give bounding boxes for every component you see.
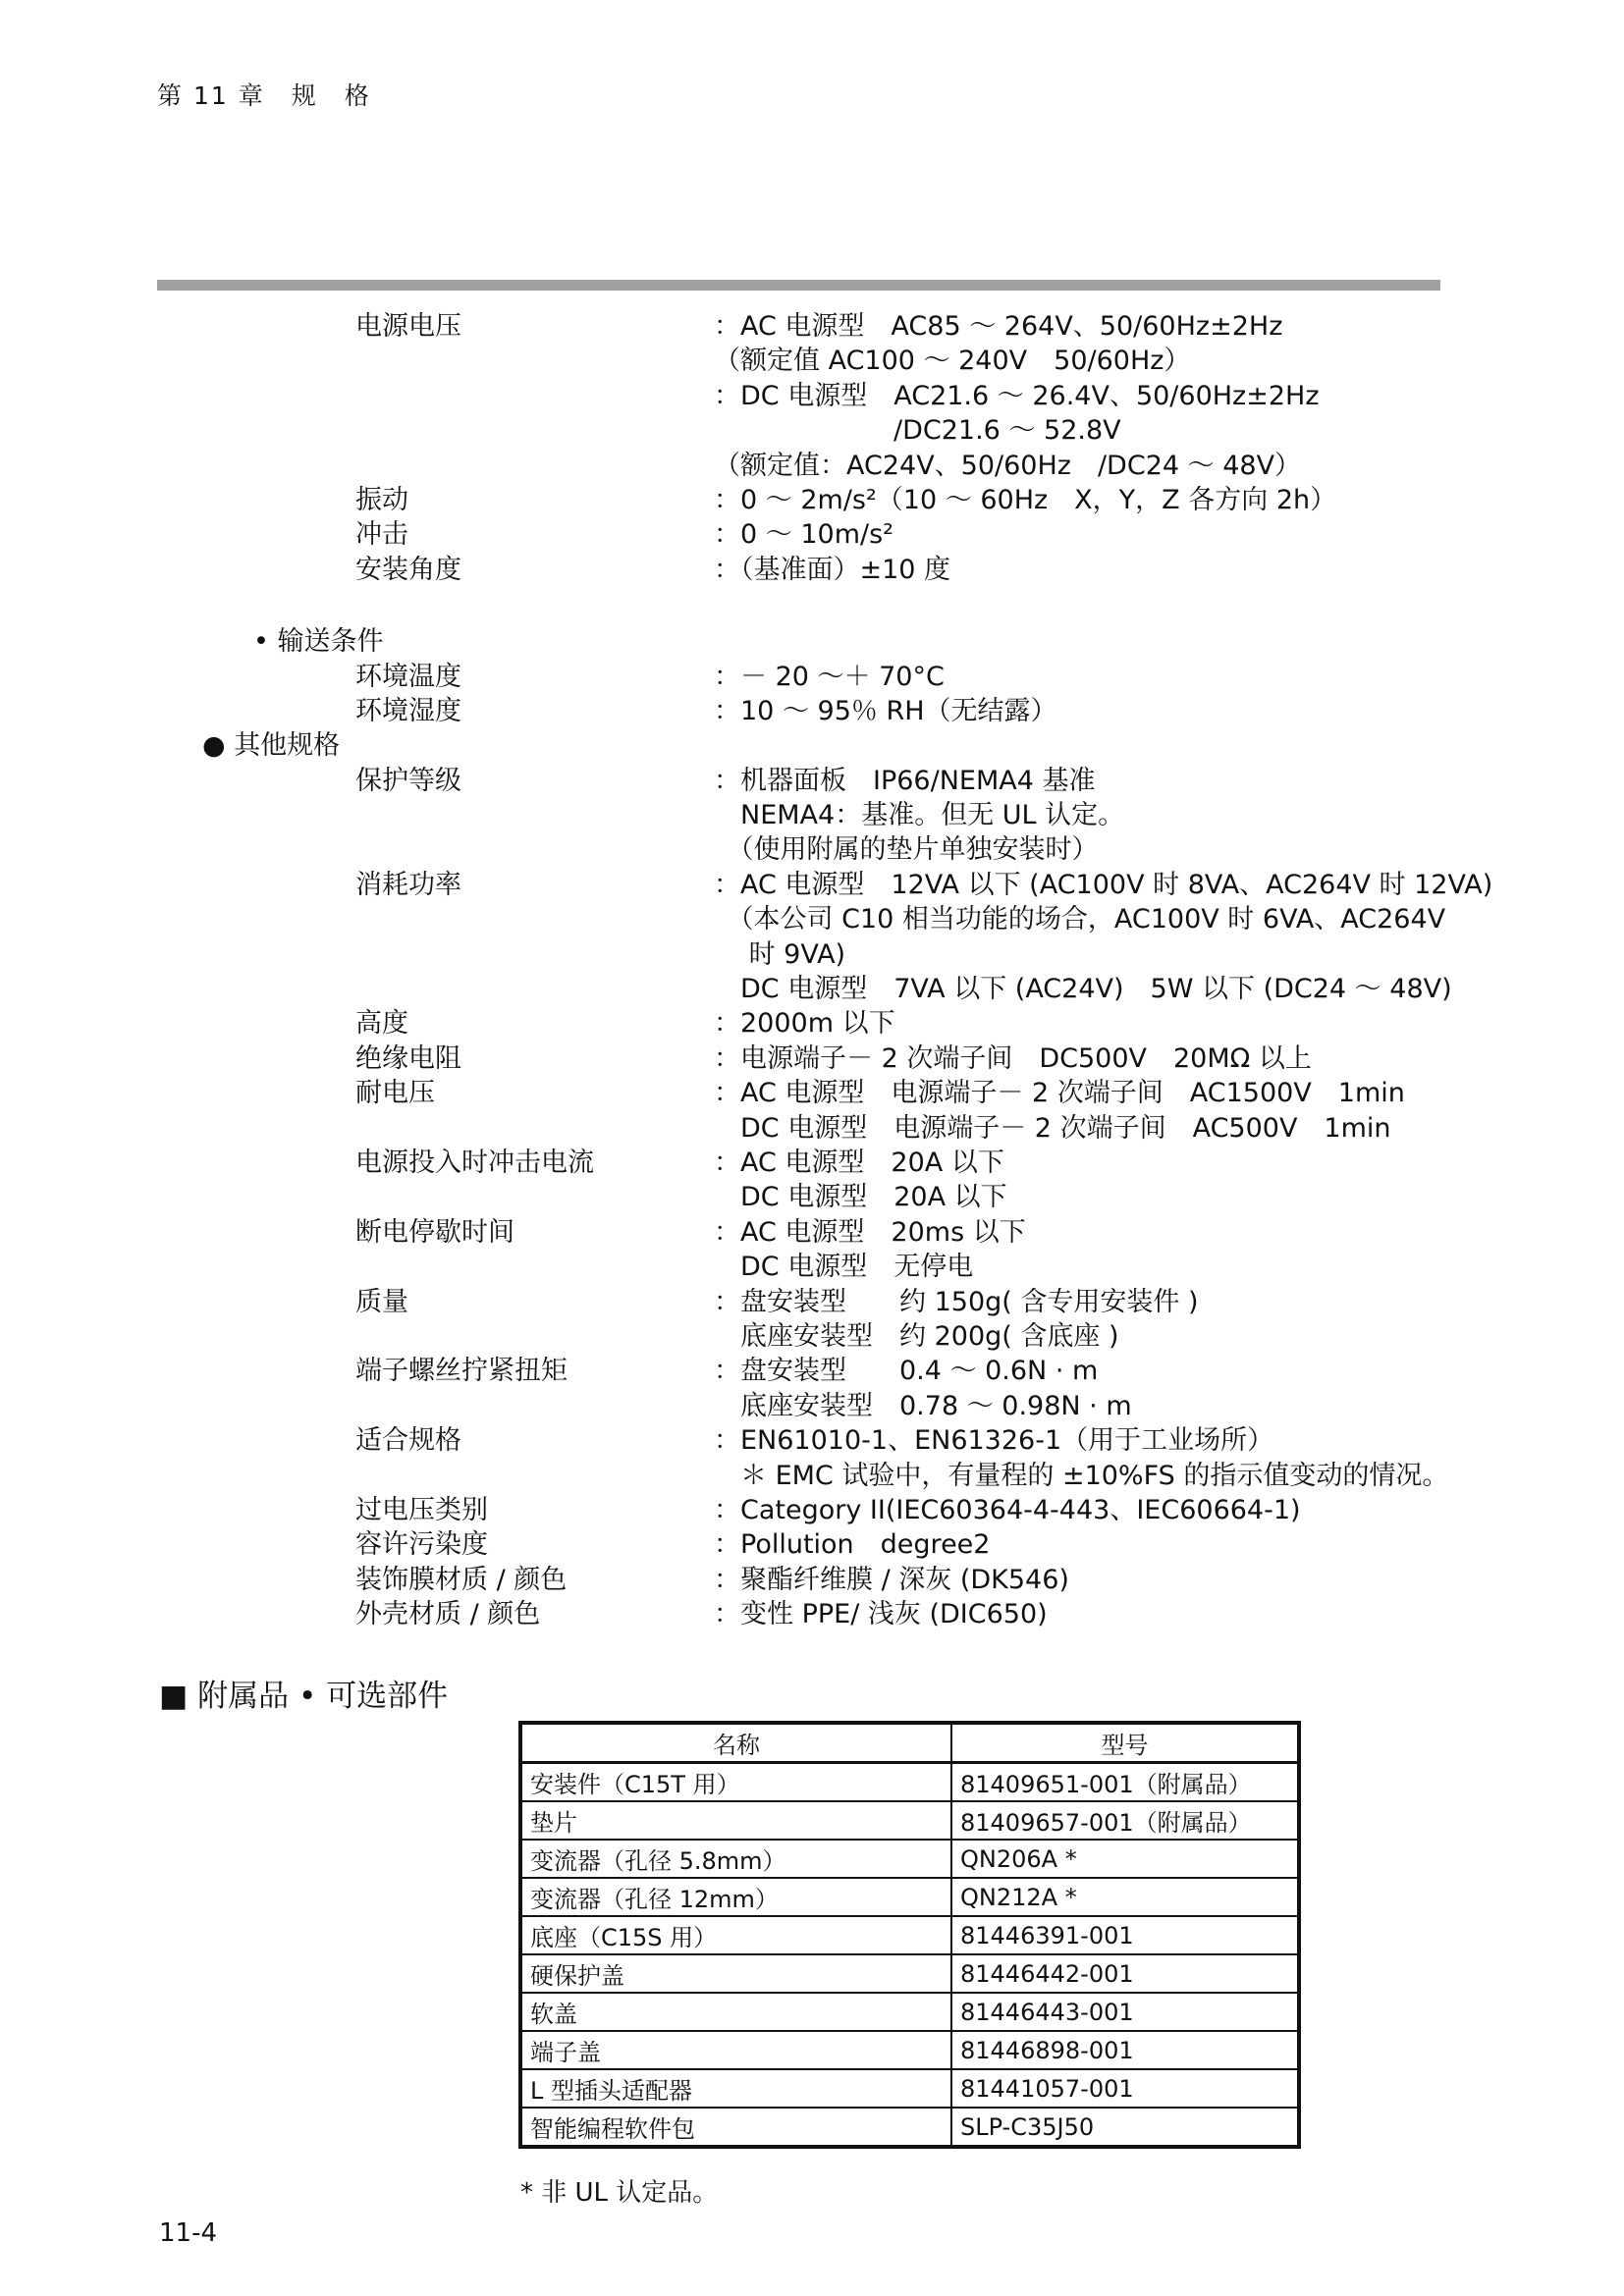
- spec-label: 振动: [355, 484, 408, 515]
- spec-value: ：电源端子－ 2 次端子间 DC500V 20MΩ 以上: [714, 1042, 1312, 1074]
- other-specs-heading: ● 其他规格: [202, 730, 341, 762]
- accessory-model: 81409651-001（附属品）: [951, 1763, 1299, 1802]
- spec-row: [0, 413, 1624, 448]
- table-row: [520, 2031, 1299, 2069]
- accessory-model: 81441057-001: [951, 2069, 1299, 2108]
- spec-value: ：2000m 以下: [714, 1008, 895, 1040]
- accessory-model: 81409657-001（附属品）: [951, 1801, 1299, 1840]
- spec-row: [0, 553, 1624, 587]
- spec-row: [0, 309, 1624, 344]
- spec-value: （额定值 AC100 ～ 240V 50/60Hz）: [714, 346, 1191, 377]
- spec-label: 适合规格: [355, 1425, 461, 1457]
- spec-row: [0, 798, 1624, 832]
- spec-value: NEMA4：基准。但无 UL 认定。: [714, 800, 1125, 831]
- spec-value: （额定值：AC24V、50/60Hz /DC24 ～ 48V）: [714, 450, 1302, 481]
- spec-label: 环境湿度: [355, 695, 461, 726]
- spec-row: [0, 1389, 1624, 1423]
- spec-row: [0, 868, 1624, 902]
- spec-value: ：Category II(IEC60364-4-443、IEC60664-1): [714, 1494, 1301, 1525]
- table-header-row: [520, 1723, 1299, 1763]
- column-header-name: 名称: [520, 1723, 951, 1763]
- spec-row: [0, 1215, 1624, 1250]
- spec-value: ：AC 电源型 20A 以下: [714, 1147, 1004, 1178]
- accessory-name: 变流器（孔径 5.8mm）: [520, 1840, 951, 1878]
- spec-value: /DC21.6 ～ 52.8V: [893, 415, 1121, 447]
- spec-label: 质量: [355, 1286, 408, 1317]
- accessory-name: 变流器（孔径 12mm）: [520, 1878, 951, 1916]
- spec-label: 冲击: [355, 519, 408, 551]
- spec-label: 高度: [355, 1008, 408, 1040]
- spec-value: ：AC 电源型 12VA 以下 (AC100V 时 8VA、AC264V 时 12VA): [714, 869, 1493, 900]
- spec-row: [0, 449, 1624, 483]
- spec-value: 时 9VA): [714, 938, 846, 970]
- transport-heading-row: [0, 624, 1624, 659]
- spec-row: [0, 379, 1624, 413]
- spec-value: ：变性 PPE/ 浅灰 (DIC650): [714, 1599, 1048, 1630]
- table-row: [520, 2108, 1299, 2147]
- spec-value: ：DC 电源型 AC21.6 ～ 26.4V、50/60Hz±2Hz: [714, 380, 1320, 411]
- spec-label: 装饰膜材质 / 颜色: [355, 1564, 568, 1595]
- table-row: [520, 1763, 1299, 1802]
- spec-label: 容许污染度: [355, 1529, 488, 1561]
- spec-value: ：Pollution degree2: [714, 1529, 991, 1561]
- spec-row: [0, 902, 1624, 936]
- spec-value: ：AC 电源型 AC85 ～ 264V、50/60Hz±2Hz: [714, 311, 1283, 342]
- table-row: [520, 1840, 1299, 1878]
- spec-row: [0, 483, 1624, 517]
- specification-list: [0, 309, 1624, 1631]
- accessory-model: 81446442-001: [951, 1954, 1299, 1993]
- spec-value: ：AC 电源型 电源端子－ 2 次端子间 AC1500V 1min: [714, 1078, 1405, 1109]
- accessory-model: QN206A *: [951, 1840, 1299, 1878]
- accessories-table: [518, 1721, 1301, 2149]
- spec-value: DC 电源型 7VA 以下 (AC24V) 5W 以下 (DC24 ～ 48V): [714, 974, 1452, 1005]
- spec-value: DC 电源型 电源端子－ 2 次端子间 AC500V 1min: [714, 1112, 1391, 1144]
- spec-label: 外壳材质 / 颜色: [355, 1599, 541, 1630]
- spec-row: [0, 1180, 1624, 1214]
- spec-label: 保护等级: [355, 765, 461, 796]
- table-row: [520, 1954, 1299, 1993]
- spec-row: [0, 344, 1624, 378]
- accessory-name: 垫片: [520, 1801, 951, 1840]
- accessory-name: 底座（C15S 用）: [520, 1916, 951, 1954]
- spec-value: ：（基准面）±10 度: [714, 554, 951, 585]
- accessory-model: SLP-C35J50: [951, 2108, 1299, 2147]
- spec-label: 电源电压: [355, 311, 461, 342]
- spec-label: 过电压类别: [355, 1494, 488, 1525]
- page-number: 11-4: [159, 2218, 218, 2248]
- spec-row: [0, 764, 1624, 798]
- spec-label: 断电停歇时间: [355, 1216, 514, 1248]
- spec-row: [0, 1041, 1624, 1076]
- accessories-heading: ■ 附属品 • 可选部件: [159, 1679, 449, 1714]
- spec-value: ：EN61010-1、EN61326-1（用于工业场所）: [714, 1425, 1274, 1457]
- spec-value: ：机器面板 IP66/NEMA4 基准: [714, 765, 1096, 796]
- spec-value: ：10 ～ 95％ RH（无结露）: [714, 695, 1057, 726]
- accessory-model: 81446898-001: [951, 2031, 1299, 2069]
- spec-row: [0, 937, 1624, 972]
- accessory-model: 81446391-001: [951, 1916, 1299, 1954]
- transport-heading: • 输送条件: [253, 626, 384, 658]
- spec-label: 安装角度: [355, 554, 461, 585]
- spec-label: 环境温度: [355, 661, 461, 692]
- accessory-name: L 型插头适配器: [520, 2069, 951, 2108]
- spec-label: 端子螺丝拧紧扭矩: [355, 1356, 568, 1387]
- spec-value: ：盘安装型 0.4 ～ 0.6N · m: [714, 1356, 1099, 1387]
- spec-row: [0, 1319, 1624, 1354]
- accessory-name: 端子盖: [520, 2031, 951, 2069]
- spec-row: [0, 517, 1624, 552]
- spec-row: [0, 1493, 1624, 1527]
- spec-value: DC 电源型 20A 以下: [714, 1182, 1007, 1213]
- accessory-name: 智能编程软件包: [520, 2108, 951, 2147]
- spec-label: 电源投入时冲击电流: [355, 1147, 594, 1178]
- accessory-name: 软盖: [520, 1993, 951, 2031]
- accessory-name: 硬保护盖: [520, 1954, 951, 1993]
- spec-value: ：聚酯纤维膜 / 深灰 (DK546): [714, 1564, 1069, 1595]
- spec-value: ：－ 20 ～＋ 70°C: [714, 661, 945, 692]
- chapter-header: 第 11 章 规 格: [157, 81, 371, 110]
- spec-row: [0, 1111, 1624, 1146]
- spec-value: DC 电源型 无停电: [714, 1252, 974, 1283]
- spec-label: 绝缘电阻: [355, 1042, 461, 1074]
- accessory-model: QN212A *: [951, 1878, 1299, 1916]
- spec-row: [0, 1563, 1624, 1597]
- spec-value: ：0 ～ 2m/s²（10 ～ 60Hz X，Y，Z 各方向 2h）: [714, 484, 1337, 515]
- spec-value: ：AC 电源型 20ms 以下: [714, 1216, 1026, 1248]
- spec-value: ：0 ～ 10m/s²: [714, 519, 893, 551]
- spec-row: [0, 694, 1624, 728]
- spec-row: [0, 1146, 1624, 1180]
- spec-row: [0, 1597, 1624, 1631]
- spec-row: [0, 1354, 1624, 1388]
- spec-row: [0, 660, 1624, 694]
- spec-row: [0, 1250, 1624, 1284]
- spec-row: [0, 972, 1624, 1006]
- spec-row: [0, 1423, 1624, 1458]
- spec-value: （使用附属的垫片单独安装时）: [714, 834, 1099, 866]
- spec-row: [0, 1285, 1624, 1319]
- spec-value: （本公司 C10 相当功能的场合，AC100V 时 6VA、AC264V: [714, 904, 1446, 935]
- spec-row: [0, 1076, 1624, 1110]
- spec-value: 底座安装型 0.78 ～ 0.98N · m: [714, 1390, 1132, 1421]
- accessory-model: 81446443-001: [951, 1993, 1299, 2031]
- other-heading-row: [0, 728, 1624, 763]
- accessory-name: 安装件（C15T 用）: [520, 1763, 951, 1802]
- table-row: [520, 1916, 1299, 1954]
- table-row: [520, 1993, 1299, 2031]
- table-row: [520, 1878, 1299, 1916]
- spec-value: 底座安装型 约 200g( 含底座 ): [714, 1320, 1119, 1352]
- table-row: [520, 2069, 1299, 2108]
- spec-label: 耐电压: [355, 1078, 435, 1109]
- spec-row: [0, 1527, 1624, 1562]
- table-row: [520, 1801, 1299, 1840]
- spec-value: ：盘安装型 约 150g( 含专用安装件 ): [714, 1286, 1199, 1317]
- spec-row: [0, 832, 1624, 867]
- spec-value: ＊ EMC 试验中，有量程的 ±10%FS 的指示值变动的情况。: [714, 1460, 1449, 1491]
- spec-label: 消耗功率: [355, 869, 461, 900]
- section-divider: [157, 280, 1440, 291]
- spec-row: [0, 1459, 1624, 1493]
- footnote: * 非 UL 认定品。: [520, 2178, 719, 2208]
- column-header-model: 型号: [951, 1723, 1299, 1763]
- spec-row: [0, 1006, 1624, 1041]
